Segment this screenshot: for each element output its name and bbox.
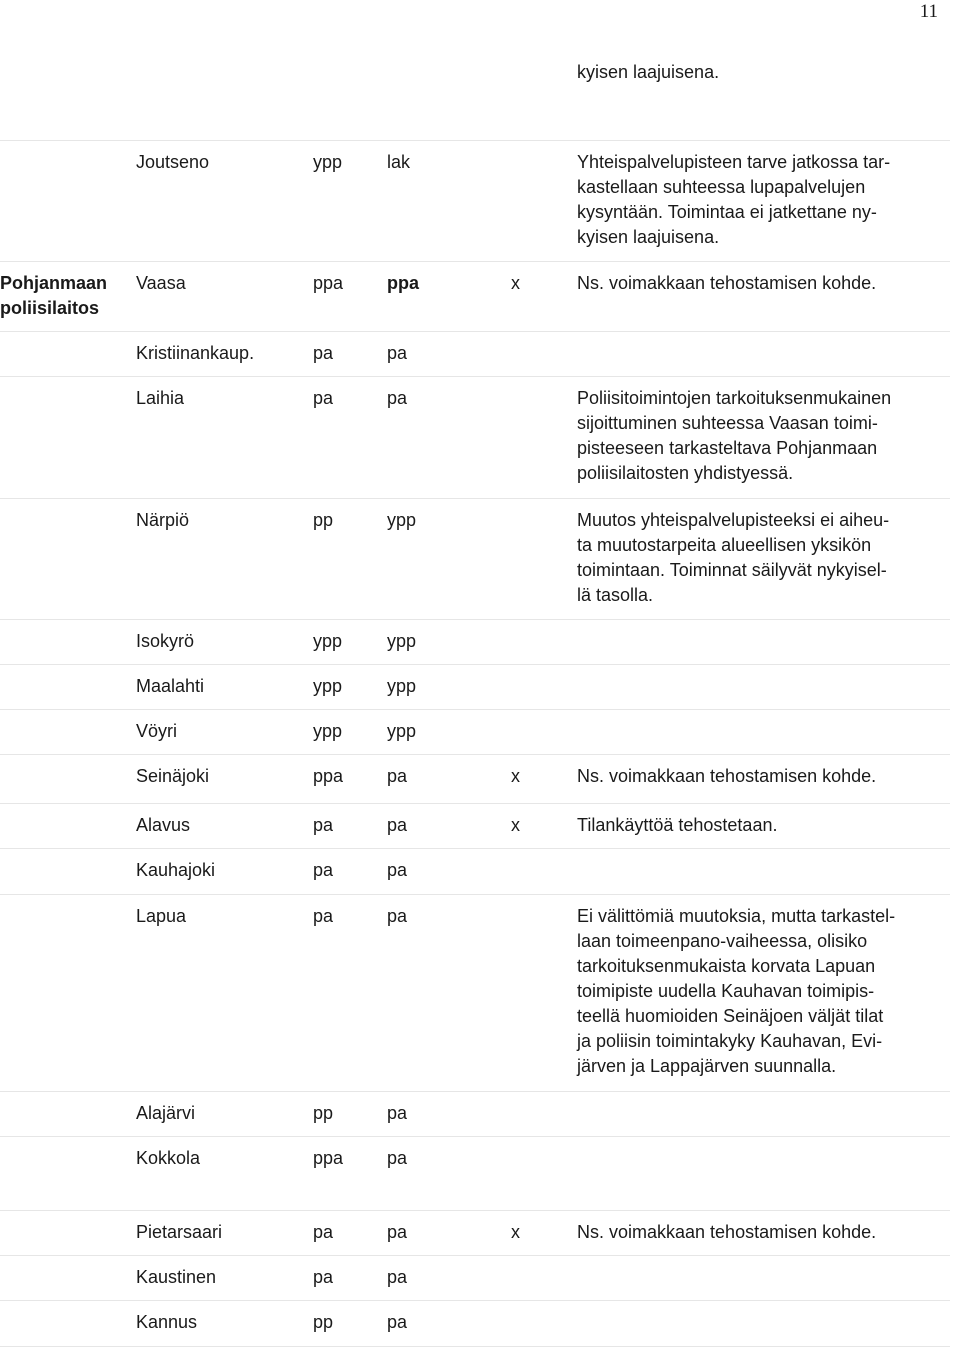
- row-divider: [0, 894, 950, 895]
- row-divider: [0, 331, 950, 332]
- row-divider: [0, 1136, 950, 1137]
- row-divider: [0, 1300, 950, 1301]
- new-type: pa: [387, 1267, 408, 1287]
- new-type: pa: [387, 1312, 408, 1332]
- current-type: ppa: [313, 766, 344, 786]
- unit-name: Närpiö: [136, 510, 190, 530]
- unit-description: [577, 813, 922, 838]
- focus-mark: x: [511, 815, 520, 835]
- unit-description: [577, 764, 922, 789]
- district-line: poliisilaitos: [0, 298, 100, 318]
- new-type: ypp: [387, 676, 417, 696]
- row-divider: [0, 754, 950, 755]
- current-type: pa: [313, 1267, 334, 1287]
- row-divider: [0, 376, 950, 377]
- focus-mark: x: [511, 766, 520, 786]
- description-line: Ns. voimakkaan tehostamisen kohde.: [577, 273, 877, 293]
- focus-mark: x: [511, 1222, 520, 1242]
- description-line: Muutos yhteispalvelupisteeksi ei aiheu-: [577, 510, 890, 530]
- unit-name: Alajärvi: [136, 1103, 196, 1123]
- current-type: pa: [313, 1222, 334, 1242]
- current-type: ppa: [313, 273, 344, 293]
- new-type: ypp: [387, 510, 417, 530]
- description-line: järven ja Lappajärven suunnalla.: [577, 1056, 837, 1076]
- unit-name: Joutseno: [136, 152, 210, 172]
- new-type: pa: [387, 1148, 408, 1168]
- new-type: pa: [387, 860, 408, 880]
- unit-name: Kaustinen: [136, 1267, 217, 1287]
- description-line: ta muutostarpeita alueellisen yksikön: [577, 535, 872, 555]
- district-name: [0, 271, 128, 321]
- row-divider: [0, 803, 950, 804]
- description-line: poliisilaitosten yhdistyessä.: [577, 463, 794, 483]
- current-type: pa: [313, 388, 334, 408]
- focus-mark: x: [511, 273, 520, 293]
- description-line: kysyntään. Toimintaa ei jatkettane ny-: [577, 202, 877, 222]
- unit-name: Pietarsaari: [136, 1222, 223, 1242]
- row-divider: [0, 1255, 950, 1256]
- new-type: ppa: [387, 273, 420, 293]
- description-line: ja poliisin toimintakyky Kauhavan, Evi-: [577, 1031, 883, 1051]
- description-line: laan toimeenpano-vaiheessa, olisiko: [577, 931, 868, 951]
- unit-description: [577, 904, 922, 1079]
- current-type: ypp: [313, 721, 343, 741]
- description-line: tarkoituksenmukaista korvata Lapuan: [577, 956, 876, 976]
- row-divider: [0, 848, 950, 849]
- unit-name: Kannus: [136, 1312, 198, 1332]
- description-line: Ei välittömiä muutoksia, mutta tarkastel-: [577, 906, 896, 926]
- new-type: ypp: [387, 721, 417, 741]
- new-type: pa: [387, 815, 408, 835]
- unit-name: Vöyri: [136, 721, 178, 741]
- page-number: 11: [919, 1, 938, 22]
- description-line: lä tasolla.: [577, 585, 654, 605]
- unit-name: Kauhajoki: [136, 860, 216, 880]
- new-type: pa: [387, 1222, 408, 1242]
- description-line: Ns. voimakkaan tehostamisen kohde.: [577, 1222, 877, 1242]
- row-divider: [0, 1091, 950, 1092]
- unit-name: Seinäjoki: [136, 766, 210, 786]
- description-line: toimintaan. Toiminnat säilyvät nykyisel-: [577, 560, 887, 580]
- row-divider: [0, 140, 950, 141]
- unit-name: Kristiinankaup.: [136, 343, 255, 363]
- row-divider: [0, 1210, 950, 1211]
- continuation-text: kyisen laajuisena.: [577, 62, 720, 82]
- unit-name: Vaasa: [136, 273, 186, 293]
- description-line: sijoittuminen suhteessa Vaasan toimi-: [577, 413, 878, 433]
- current-type: ypp: [313, 631, 343, 651]
- new-type: pa: [387, 906, 408, 926]
- unit-name: Laihia: [136, 388, 185, 408]
- new-type: lak: [387, 152, 411, 172]
- description-line: toimipiste uudella Kauhavan toimipis-: [577, 981, 875, 1001]
- current-type: pa: [313, 343, 334, 363]
- row-divider: [0, 261, 950, 262]
- current-type: ypp: [313, 676, 343, 696]
- current-type: pp: [313, 1312, 334, 1332]
- description-line: pisteeseen tarkasteltava Pohjanmaan: [577, 438, 878, 458]
- unit-name: Alavus: [136, 815, 191, 835]
- current-type: pa: [313, 906, 334, 926]
- new-type: pa: [387, 1103, 408, 1123]
- description-line: kyisen laajuisena.: [577, 227, 720, 247]
- description-line: kastellaan suhteessa lupapalvelujen: [577, 177, 866, 197]
- unit-name: Maalahti: [136, 676, 205, 696]
- district-line: Pohjanmaan: [0, 273, 108, 293]
- unit-name: Isokyrö: [136, 631, 195, 651]
- unit-description: [577, 271, 922, 296]
- unit-name: Lapua: [136, 906, 187, 926]
- unit-description: [577, 1220, 922, 1245]
- new-type: pa: [387, 343, 408, 363]
- current-type: pa: [313, 860, 334, 880]
- current-type: ypp: [313, 152, 343, 172]
- unit-description: [577, 150, 922, 250]
- description-line: Tilankäyttöä tehostetaan.: [577, 815, 778, 835]
- description-line: Poliisitoimintojen tarkoituksenmukainen: [577, 388, 892, 408]
- row-divider: [0, 664, 950, 665]
- current-type: pp: [313, 1103, 334, 1123]
- new-type: pa: [387, 766, 408, 786]
- current-type: ppa: [313, 1148, 344, 1168]
- row-divider: [0, 619, 950, 620]
- description-line: teellä huomioiden Seinäjoen väljät tilat: [577, 1006, 884, 1026]
- description-line: Ns. voimakkaan tehostamisen kohde.: [577, 766, 877, 786]
- new-type: pa: [387, 388, 408, 408]
- row-divider: [0, 1346, 950, 1347]
- new-type: ypp: [387, 631, 417, 651]
- unit-description: [577, 386, 922, 486]
- unit-name: Kokkola: [136, 1148, 201, 1168]
- current-type: pa: [313, 815, 334, 835]
- current-type: pp: [313, 510, 334, 530]
- row-divider: [0, 498, 950, 499]
- row-divider: [0, 709, 950, 710]
- unit-description: [577, 508, 922, 608]
- description-line: Yhteispalvelupisteen tarve jatkossa tar-: [577, 152, 891, 172]
